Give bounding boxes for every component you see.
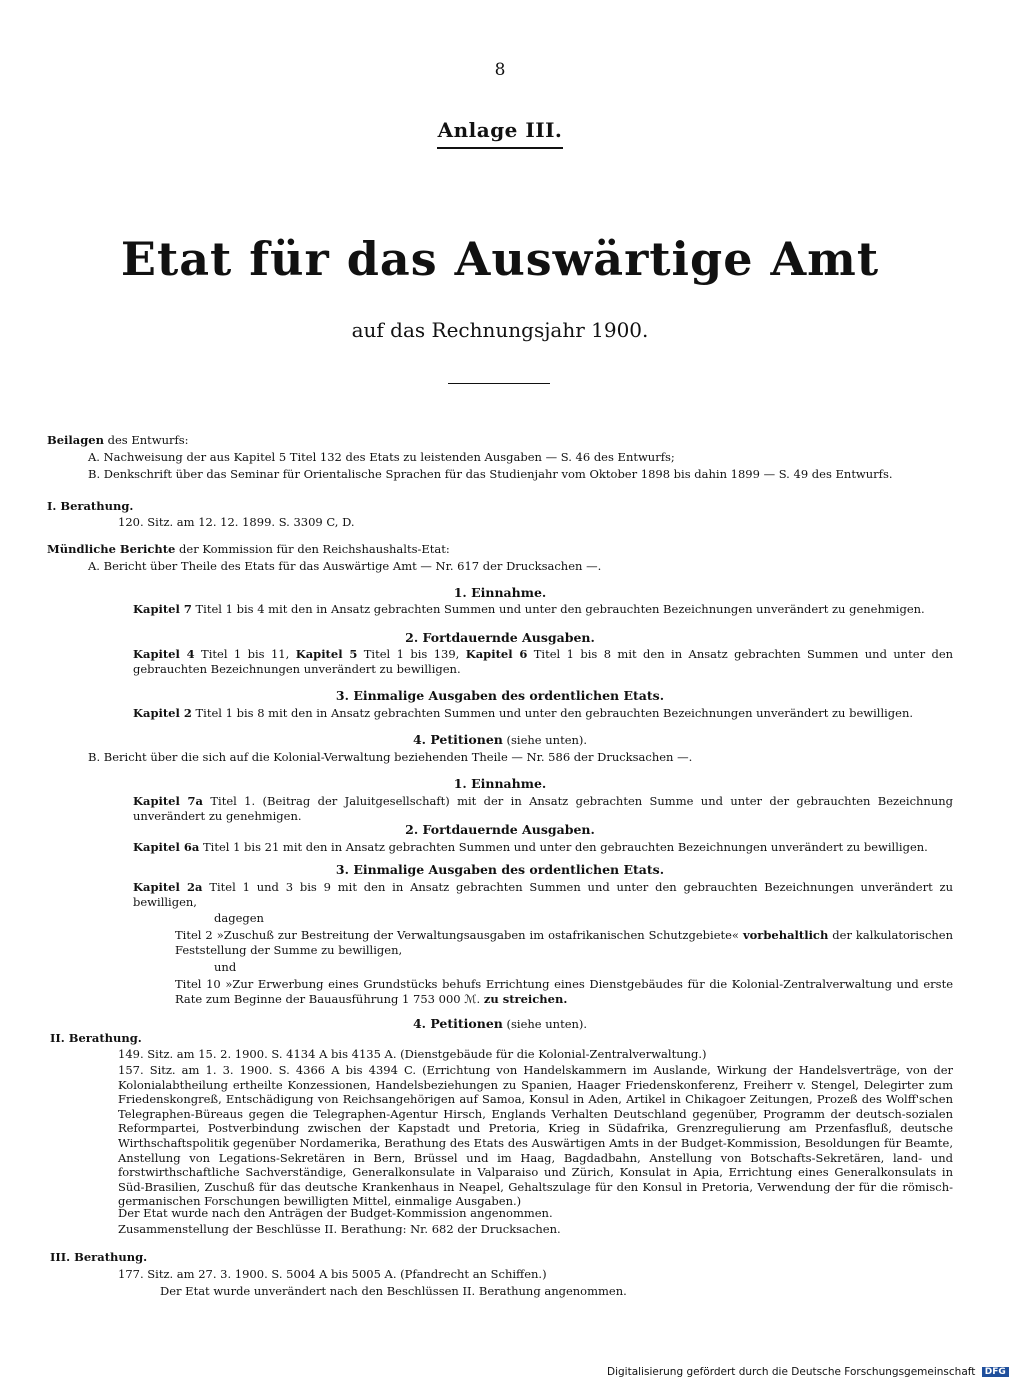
kapitel-7a-label: Kapitel 7a: [133, 794, 204, 808]
titel-10-text: [175, 977, 953, 1006]
document-subtitle: auf das Rechnungsjahr 1900.: [351, 318, 649, 342]
und-text: und: [214, 960, 237, 974]
page-number: 8: [494, 60, 506, 80]
digitization-footer: [607, 1366, 1009, 1378]
berichte-label-tail: der Kommission für den Reichshaushalts-Etat:: [179, 542, 450, 556]
kapitel-7a-text: Titel 1. (Beitrag der Jaluitgesellschaft) mit der in Ansatz gebrachten Summe und unter der gebrauchten Bezeichnung unverändert zu genehmigen.: [133, 794, 953, 823]
titel-2-text-c: der kalkulatorischen Feststellung der Summe zu bewilligen,: [175, 928, 954, 957]
berichte-label: Mündliche Berichte: [47, 542, 176, 556]
bericht-a-einnahme-heading: 1. Einnahme.: [453, 585, 547, 600]
bericht-b-einnahme-heading: 1. Einnahme.: [453, 776, 547, 791]
bericht-a-einmalige-heading: 3. Einmalige Ausgaben des ordentlichen Etats.: [335, 688, 665, 703]
titel-10-text-a: Titel 10 »Zur Erwerbung eines Grundstücks behufs Errichtung eines Dienstgebäudes für die Kolonial-Zentralverwaltung und erste Rate zum Beginne der Bauausführung 1 753 000 ℳ.: [175, 977, 953, 1006]
footer-text: Digitalisierung gefördert durch die Deutsche Forschungsgemeinschaft: [607, 1366, 976, 1378]
bericht-b-fortdauernde-text: [133, 840, 953, 855]
document-title: Etat für das Auswärtige Amt: [120, 232, 880, 286]
bericht-a-fortdauernde-heading: 2. Fortdauernde Ausgaben.: [405, 630, 595, 645]
beilagen-heading: [47, 433, 189, 447]
bericht-b-petitionen-heading: [0, 1017, 1000, 1031]
bericht-b-fortdauernde-heading: 2. Fortdauernde Ausgaben.: [405, 822, 595, 837]
titel-2-text-emph: vorbehaltlich: [742, 928, 829, 942]
kapitel-7-label: Kapitel 7: [133, 602, 192, 616]
bericht-b-einmalige-text: [133, 880, 953, 909]
bericht-b: B. Bericht über die sich auf die Kolonial-Verwaltung beziehenden Theile — Nr. 586 der Drucksachen —.: [88, 750, 693, 764]
kapitel-4-text: Titel 1 bis 11,: [201, 647, 290, 661]
kapitel-2a-text: Titel 1 und 3 bis 9 mit den in Ansatz gebrachten Summen und unter den gebrauchten Bezeichnungen unverändert zu bewilligen,: [133, 880, 954, 909]
titel-2-text-a: Titel 2 »Zuschuß zur Bestreitung der Verwaltungsausgaben im ostafrikanischen Schutzgebiete«: [175, 928, 739, 942]
beilagen-label-tail: des Entwurfs:: [107, 433, 189, 447]
beilage-b: B. Denkschrift über das Seminar für Orientalische Sprachen für das Studienjahr vom Oktober 1898 bis dahin 1899 — S. 49 des Entwurfs.: [88, 467, 893, 481]
beratung-2-heading: II. Berathung.: [50, 1031, 142, 1045]
beratung-3-result: Der Etat wurde unverändert nach den Beschlüssen II. Berathung angenommen.: [160, 1284, 627, 1298]
bericht-a-petitionen-heading: [0, 733, 1000, 747]
kapitel-7-text: Titel 1 bis 4 mit den in Ansatz gebrachten Summen und unter den gebrauchten Bezeichnungen unverändert zu genehmigen.: [195, 602, 925, 616]
bericht-b-petitionen-label: 4. Petitionen: [412, 1016, 503, 1031]
beilagen-label: Beilagen: [47, 433, 104, 447]
bericht-a-petitionen-label: 4. Petitionen: [412, 732, 503, 747]
berichte-heading: [47, 542, 450, 556]
kapitel-2-label: Kapitel 2: [133, 706, 192, 720]
bericht-a-petitionen-tail: (siehe unten).: [506, 733, 588, 747]
titel-2-text: [175, 928, 953, 957]
beratung-1-heading: I. Berathung.: [47, 499, 134, 513]
kapitel-4-label: Kapitel 4: [133, 647, 195, 661]
kapitel-6-label: Kapitel 6: [465, 647, 528, 661]
titel-10-text-emph: zu streichen.: [483, 991, 568, 1006]
bericht-a: A. Bericht über Theile des Etats für das Auswärtige Amt — Nr. 617 der Drucksachen —.: [88, 559, 602, 573]
kapitel-5-label: Kapitel 5: [295, 647, 358, 661]
bericht-b-einmalige-heading: 3. Einmalige Ausgaben des ordentlichen Etats.: [335, 862, 665, 877]
anlage-underline: [437, 147, 563, 149]
beilage-a: A. Nachweisung der aus Kapitel 5 Titel 132 des Etats zu leistenden Ausgaben — S. 46 des Entwurfs;: [88, 450, 675, 464]
beratung-3-heading: III. Berathung.: [50, 1250, 148, 1264]
bericht-b-einnahme-text: [133, 794, 953, 823]
beratung-2-session-157: 157. Sitz. am 1. 3. 1900. S. 4366 A bis 4394 C. (Errichtung von Handelskammern im Auslande, Wirkung der Handelsverträge, von der Kolonialabtheilung ertheilte Konzessionen, Handelsbeziehungen zu Spanien, Haager Friedenskonferenz, Freiherr v. Stengel, Delegirter zum Friedenskongreß, Entschädigung von Reichsangehörigen auf Samoa, Konsul in Aden, Artikel in Chikagoer Zeitungen, Prozeß des Wolff'schen Telegraphen-Büreaus gegen die Telegraphen-Agentur Hirsch, Englands Verhalten Deutschland gegenüber, Programm der deutsch-sozialen Reformpartei, Postverbindung zwischen der Kapstadt und Pretoria, Krieg in Südafrika, Grenzregulierung am Przenfasfluß, deutsche Wirthschaftspolitik gegenüber Nordamerika, Berathung des Etats des Auswärtigen Amts in der Budget-Kommission, Besoldungen für Beamte, Anstellung von Legations-Sekretären in Bern, Brüssel und im Haag, Bagdadbahn, Anstellung von Botschafts-Sekretären, land- und forstwirthschaftliche Sachverständige, Generalkonsulate in Valparaiso und Zürich, Konsulat in Apia, Errichtung eines Generalkonsulats in Süd-Brasilien, Zuschuß für das deutsche Krankenhaus in Neapel, Gehaltszulage für den Konsul in Pretoria, Verwendung der für die römisch-germanischen Forschungen bewilligten Mittel, einmalige Ausgaben.): [118, 1063, 953, 1209]
kapitel-6a-text: Titel 1 bis 21 mit den in Ansatz gebrachten Summen und unter den gebrauchten Bezeichnungen unverändert zu bewilligen.: [202, 840, 928, 854]
kapitel-2-text: Titel 1 bis 8 mit den in Ansatz gebrachten Summen und unter den gebrauchten Bezeichnungen unverändert zu bewilligen.: [195, 706, 914, 720]
kapitel-2a-label: Kapitel 2a: [133, 880, 203, 894]
beratung-3-session: 177. Sitz. am 27. 3. 1900. S. 5004 A bis 5005 A. (Pfandrecht an Schiffen.): [118, 1267, 547, 1281]
kapitel-5-text: Titel 1 bis 139,: [363, 647, 460, 661]
kapitel-6a-label: Kapitel 6a: [133, 840, 200, 854]
kapitel-6-text: Titel 1 bis 8 mit den in Ansatz gebrachten Summen und unter den gebrauchten Bezeichnungen unverändert zu bewilligen.: [133, 647, 954, 676]
beratung-2-session-149: 149. Sitz. am 15. 2. 1900. S. 4134 A bis 4135 A. (Dienstgebäude für die Kolonial-Zentralverwaltung.): [118, 1047, 707, 1061]
bericht-a-einmalige-text: [133, 706, 953, 721]
bericht-a-fortdauernde-text: [133, 647, 953, 676]
beratung-2-result: Der Etat wurde nach den Anträgen der Budget-Kommission angenommen.: [118, 1206, 553, 1220]
dfg-logo: DFG: [982, 1367, 1009, 1377]
bericht-a-einnahme-text: [133, 602, 953, 617]
beratung-2-zusammenstellung: Zusammenstellung der Beschlüsse II. Berathung: Nr. 682 der Drucksachen.: [118, 1222, 561, 1236]
title-divider: [448, 383, 550, 384]
beratung-1-session: 120. Sitz. am 12. 12. 1899. S. 3309 C, D.: [118, 515, 355, 529]
bericht-b-petitionen-tail: (siehe unten).: [506, 1017, 588, 1031]
dagegen-text: dagegen: [214, 911, 264, 925]
anlage-heading: Anlage III.: [437, 118, 563, 142]
